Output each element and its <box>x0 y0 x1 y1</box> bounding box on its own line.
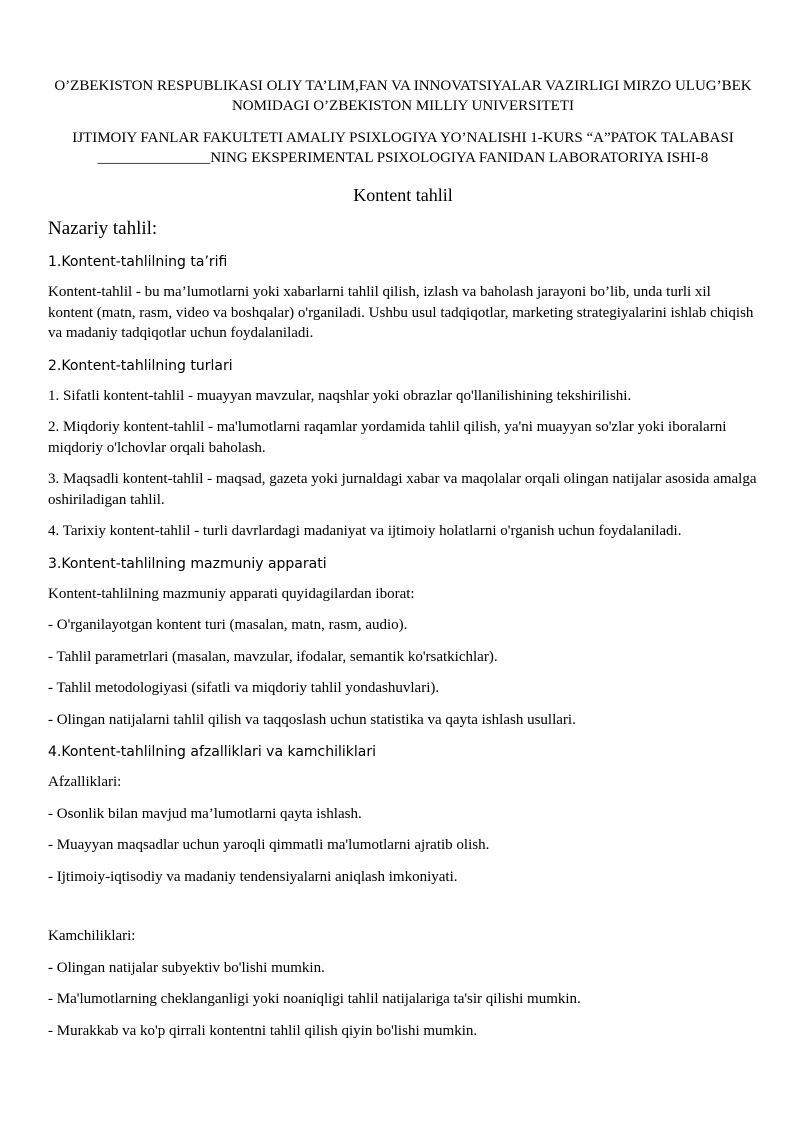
list-item: - Olingan natijalarni tahlil qilish va taqqoslash uchun statistika va qayta ishlash usullari. <box>48 711 576 728</box>
paragraph: 3. Maqsadli kontent-tahlil - maqsad, gazeta yoki jurnaldagi xabar va maqolalar orqali olingan natijalar asosida amalga oshiriladigan tahlil. <box>48 471 757 508</box>
ministry-header: O’ZBEKISTON RESPUBLIKASI OLIY TA’LIM,FAN VA INNOVATSIYALAR VAZIRLIGI MIRZO ULUG’BEK NOMIDAGI O’ZBEKISTON MILLIY UNIVERSITETI <box>54 78 752 114</box>
list-item: - Muayyan maqsadlar uchun yaroqli qimmatli ma'lumotlarni ajratib olish. <box>48 837 490 853</box>
paragraph: 4. Tarixiy kontent-tahlil - turli davrlardagi madaniyat va ijtimoiy holatlarni o'rganish uchun foydalaniladi. <box>48 523 682 539</box>
section-heading-definition: 1.Kontent-tahlilning ta’rifi <box>48 254 228 270</box>
list-item: - Tahlil parametrlari (masalan, mavzular, ifodalar, semantik ko'rsatkichlar). <box>48 648 498 665</box>
list-item: - Tahlil metodologiyasi (sifatli va miqdoriy tahlil yondashuvlari). <box>48 680 440 696</box>
document-title: Kontent tahlil <box>353 185 453 205</box>
paragraph: 2. Miqdoriy kontent-tahlil - ma'lumotlarni raqamlar yordamida tahlil qilish, ya'ni muayyan so'zlar yoki iboralarni miqdoriy o'lchovlar orqali baholash. <box>48 419 727 456</box>
list-item: - Ma'lumotlarning cheklanganligi yoki noaniqligi tahlil natijalariga ta'sir qilishi mumkin. <box>48 991 581 1007</box>
section-heading-types: 2.Kontent-tahlilning turlari <box>48 357 233 374</box>
faculty-header: IJTIMOIY FANLAR FAKULTETI AMALIY PSIXLOGIYA YO’NALISHI 1-KURS “A”PATOK TALABASI _______________NING EKSPERIMENTAL PSIXOLOGIYA FANIDAN LABORATORIYA ISHI-8 <box>72 130 734 166</box>
advantages-label: Afzalliklari: <box>48 774 122 790</box>
list-item: - Murakkab va ko'p qirrali kontentni tahlil qilish qiyin bo'lishi mumkin. <box>48 1022 478 1039</box>
section-heading-apparatus: 3.Kontent-tahlilning mazmuniy apparati <box>48 555 327 572</box>
list-item: - Osonlik bilan mavjud ma’lumotlarni qayta ishlash. <box>48 805 362 822</box>
paragraph: Kontent-tahlil - bu ma’lumotlarni yoki xabarlarni tahlil qilish, izlash va baholash jarayoni bo’lib, unda turli xil kontent (matn, rasm, video va boshqalar) o'rganiladi. Ushbu usul tadqiqotlar, marketing strategiyalarini ishlab chiqish va madaniy tadqiqotlar uchun foydalaniladi. <box>48 284 754 341</box>
list-item: - Olingan natijalar subyektiv bo'lishi mumkin. <box>48 959 325 976</box>
list-item: - O'rganilayotgan kontent turi (masalan, matn, rasm, audio). <box>48 617 408 633</box>
paragraph: 1. Sifatli kontent-tahlil - muayyan mavzular, naqshlar yoki obrazlar qo'llanilishining tekshirilishi. <box>48 387 632 404</box>
list-item: - Ijtimoiy-iqtisodiy va madaniy tendensiyalarni aniqlash imkoniyati. <box>48 868 458 885</box>
section-heading-pros-cons: 4.Kontent-tahlilning afzalliklari va kamchiliklari <box>48 744 377 760</box>
disadvantages-label: Kamchiliklari: <box>48 928 136 944</box>
document-subtitle: Nazariy tahlil: <box>48 218 158 239</box>
paragraph: Kontent-tahlilning mazmuniy apparati quyidagilardan iborat: <box>48 585 415 602</box>
